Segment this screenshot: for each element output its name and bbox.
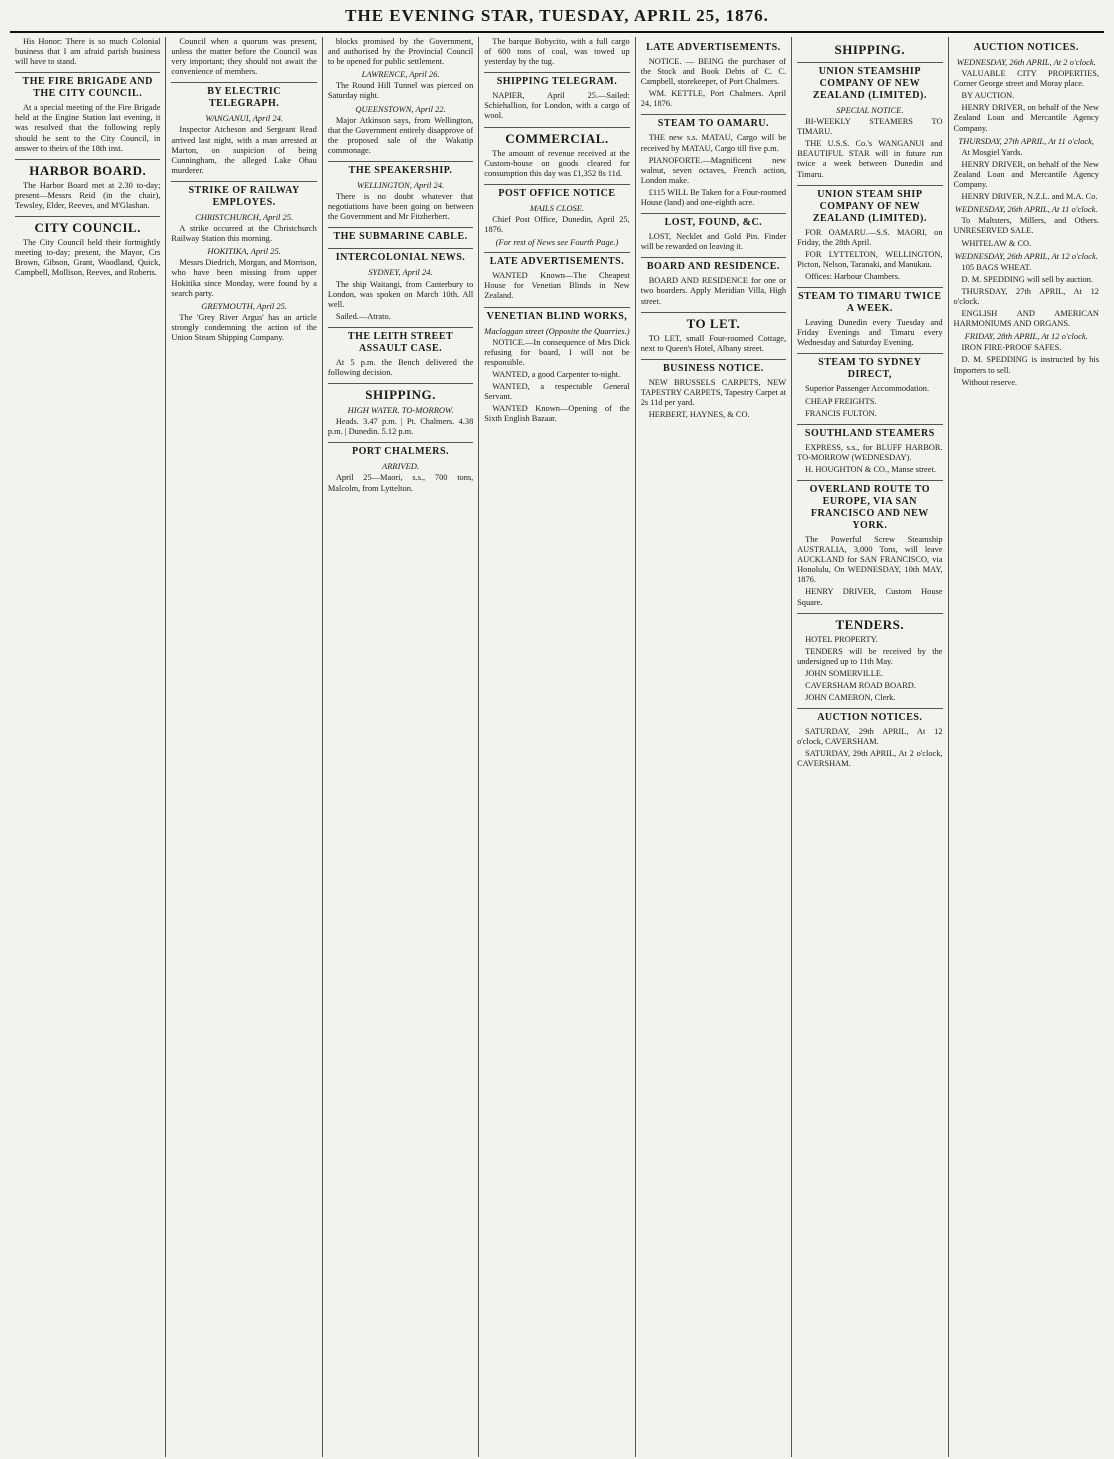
article	[15, 159, 160, 211]
article-heading: BUSINESS NOTICE.	[641, 359, 786, 375]
article-heading: LATE ADVERTISEMENTS.	[484, 252, 629, 268]
page-title: THE EVENING STAR, TUESDAY, APRIL 25, 1876.	[345, 6, 769, 25]
paragraph: HERBERT, HAYNES, & CO.	[648, 410, 750, 420]
article	[641, 359, 786, 408]
paragraph: CHEAP FREIGHTS.	[805, 396, 877, 406]
article-heading: TO LET.	[641, 312, 786, 331]
paragraph: H. HOUGHTON & CO., Manse street.	[805, 464, 936, 474]
paragraph: SATURDAY, 29th APRIL, At 2 o'clock, CAVERSHAM.	[797, 749, 943, 769]
article	[15, 72, 160, 153]
article	[797, 353, 942, 418]
paragraph: £115 WILL Be Taken for a Four-roomed House (land) and one-eighth acre.	[640, 187, 787, 208]
article-dateline: WEDNESDAY, 26th APRIL, At 12 o'clock.	[954, 250, 1098, 261]
article	[328, 383, 473, 437]
paragraph: PIANOFORTE.—Magnificent new walnut, seven octaves, French action, London make.	[640, 155, 787, 185]
paragraph: WANTED Known—The Cheapest House for Venetian Blinds in New Zealand.	[484, 271, 630, 301]
paragraph: Heads. 3.47 p.m. | Pt. Chalmers. 4.38 p.m. | Dunedin. 5.12 p.m.	[327, 417, 474, 437]
article-heading: AUCTION NOTICES.	[797, 708, 942, 724]
article	[171, 181, 316, 244]
article	[484, 37, 629, 67]
article	[484, 252, 629, 301]
paragraph: At 5 p.m. the Bench delivered the following decision.	[327, 357, 474, 377]
column-1	[10, 37, 166, 1457]
article-heading: THE LEITH STREET ASSAULT CASE.	[328, 327, 473, 355]
paragraph: Messrs Diedrich, Morgan, and Morrison, who have been missing from upper Hokitika since Monday, were found by a search party.	[171, 258, 317, 298]
article	[641, 89, 786, 109]
article	[484, 307, 629, 368]
article-heading: STEAM TO TIMARU TWICE A WEEK.	[797, 287, 942, 315]
paragraph: D. M. SPEDDING will sell by auction.	[961, 274, 1093, 284]
article-dateline: SYDNEY, April 24.	[368, 267, 433, 278]
paragraph: Superior Passenger Accommodation.	[805, 384, 930, 394]
paragraph: The ship Waitangi, from Canterbury to London, was spoken on March 10th. All well.	[327, 279, 474, 309]
article	[15, 216, 160, 278]
paragraph: FRANCIS FULTON.	[805, 408, 877, 418]
article-heading: STRIKE OF RAILWAY EMPLOYES.	[171, 181, 316, 209]
article	[797, 185, 942, 270]
article-heading: THE FIRE BRIGADE AND THE CITY COUNCIL.	[15, 72, 160, 100]
paragraph: Without reserve.	[961, 377, 1018, 387]
article-heading: STEAM TO OAMARU.	[641, 114, 786, 130]
article-heading: SOUTHLAND STEAMERS	[797, 424, 942, 440]
article	[171, 246, 316, 298]
article-dateline: (For rest of News see Fourth Page.)	[495, 237, 619, 248]
columns	[10, 37, 1104, 1457]
article	[328, 37, 473, 67]
article	[954, 204, 1099, 248]
article-heading: SHIPPING TELEGRAM.	[484, 72, 629, 88]
article-heading: PORT CHALMERS.	[328, 442, 473, 458]
paragraph: ENGLISH AND AMERICAN HARMONIUMS AND ORGANS.	[953, 309, 1099, 329]
paragraph: CAVERSHAM ROAD BOARD.	[805, 681, 916, 690]
article	[641, 257, 786, 306]
paragraph: WHITELAW & CO.	[961, 238, 1032, 248]
paragraph: TENDERS will be received by the undersigned up to 11th May.	[797, 646, 943, 666]
paragraph: The barque Bobycito, with a full cargo of 600 tons of coal, was towed up yesterday by the tug.	[484, 37, 630, 67]
column-4	[479, 37, 635, 1457]
paragraph: At a special meeting of the Fire Brigade held at the Engine Station last evening, it was resolved that the following reply should be sent to the City Council, in answer to theirs of the 18th inst.	[15, 103, 161, 153]
article	[484, 237, 629, 247]
article	[954, 42, 1099, 134]
paragraph: BOARD AND RESIDENCE for one or two boarders. Apply Meridian Villa, High street.	[640, 276, 787, 306]
article-heading: THE SPEAKERSHIP.	[328, 161, 473, 177]
article	[797, 287, 942, 348]
article	[954, 331, 1099, 387]
article-heading: THE SUBMARINE CABLE.	[328, 227, 473, 243]
article-heading: COMMERCIAL.	[484, 127, 629, 146]
article-dateline: FRIDAY, 28th APRIL, At 12 o'clock.	[964, 331, 1088, 342]
paragraph: FOR LYTTELTON, WELLINGTON, Picton, Nelson, Taranaki, and Manukau.	[797, 249, 943, 269]
paragraph: HOTEL PROPERTY.	[805, 634, 878, 644]
article	[484, 370, 629, 424]
article-dateline: QUEENSTOWN, April 22.	[355, 103, 446, 114]
article	[171, 301, 316, 343]
article	[641, 42, 786, 87]
column-3	[323, 37, 479, 1457]
article	[641, 114, 786, 153]
paragraph: The 'Grey River Argus' has an article strongly condemning the action of the Union Steam Shipping Company.	[171, 312, 317, 342]
paragraph: 105 BAGS WHEAT.	[961, 262, 1032, 272]
paragraph: THURSDAY, 27th APRIL, At 12 o'clock.	[953, 286, 1099, 306]
article-heading: BY ELECTRIC TELEGRAPH.	[171, 82, 316, 110]
paragraph: Major Atkinson says, from Wellington, that the Government entirely disapprove of the proposed sale of the Wakatip commonage.	[327, 115, 474, 155]
article	[641, 410, 786, 420]
article-heading: UNION STEAMSHIP COMPANY OF NEW ZEALAND (LIMITED).	[797, 62, 942, 102]
article-heading: TENDERS.	[797, 613, 942, 632]
paragraph: WM. KETTLE, Port Chalmers. April 24, 1876.	[640, 89, 787, 109]
article	[484, 184, 629, 235]
article-heading: INTERCOLONIAL NEWS.	[328, 248, 473, 264]
paragraph: A strike occurred at the Christchurch Railway Station this morning.	[171, 224, 317, 244]
article-dateline: GREYMOUTH, April 25.	[201, 300, 288, 311]
article-heading: SHIPPING.	[328, 383, 473, 402]
article-dateline: Maclaggan street (Opposite the Quarries.)	[484, 325, 630, 336]
article-heading: OVERLAND ROUTE TO EUROPE, VIA SAN FRANCISCO AND NEW YORK.	[797, 480, 942, 532]
paragraph: WANTED Known—Opening of the Sixth English Bazaar.	[484, 404, 630, 424]
paragraph: NAPIER, April 25.—Sailed: Schiehallion, for London, with a cargo of wool.	[484, 91, 630, 121]
article	[954, 251, 1099, 330]
paragraph: Chief Post Office, Dunedin, April 25, 1876.	[484, 214, 630, 235]
article	[797, 613, 942, 704]
paragraph: There is no doubt whatever that negotiations have been going on between the Government and Mr Fitzherbert.	[327, 192, 474, 222]
article	[797, 708, 942, 769]
paragraph: NOTICE. — BEING the purchaser of the Stock and Book Debts of C. C. Campbell, storekeeper, of Port Chalmers.	[640, 57, 787, 87]
article-dateline: ARRIVED.	[382, 461, 420, 472]
paragraph: EXPRESS, s.s., for BLUFF HARBOR. TO-MORROW (WEDNESDAY).	[797, 442, 943, 462]
paragraph: FOR OAMARU.—S.S. MAORI, on Friday, the 28th April.	[797, 227, 943, 247]
paragraph: April 25—Maori, s.s., 700 tons, Malcolm, from Lyttelton.	[327, 473, 474, 493]
column-2	[166, 37, 322, 1457]
article-heading: UNION STEAM SHIP COMPANY OF NEW ZEALAND (LIMITED).	[797, 185, 942, 225]
article	[171, 82, 316, 176]
paragraph: LOST, Necklet and Gold Pin. Finder will be rewarded on leaving it.	[640, 232, 787, 252]
article	[797, 272, 942, 282]
paragraph: NEW BRUSSELS CARPETS, NEW TAPESTRY CARPETS, Tapestry Carpet at 2s 11d per yard.	[640, 377, 787, 407]
paragraph: TO LET, small Four-roomed Cottage, next to Queen's Hotel, Albany street.	[640, 333, 787, 353]
paragraph: THE new s.s. MATAU, Cargo will be received by MATAU, Cargo till five p.m.	[640, 133, 787, 153]
article-dateline: LAWRENCE, April 26.	[361, 69, 440, 80]
article-dateline: THURSDAY, 27th APRIL, At 11 o'clock,	[958, 135, 1095, 146]
article	[328, 161, 473, 222]
paragraph: JOHN SOMERVILLE.	[805, 668, 884, 678]
article-dateline: HOKITIKA, April 25.	[207, 246, 281, 257]
paragraph: Leaving Dunedin every Tuesday and Friday Evenings and Timaru every Wednesday and Saturday Evening.	[797, 318, 943, 348]
paragraph: BY AUCTION.	[961, 91, 1015, 101]
paragraph: Council when a quorum was present, unless the matter before the Council was very important; they should not await the convenience of members.	[171, 37, 317, 77]
article-heading: AUCTION NOTICES.	[973, 42, 1079, 53]
article-heading: LOST, FOUND, &C.	[641, 213, 786, 229]
column-6	[792, 37, 948, 1457]
article-heading: BOARD AND RESIDENCE.	[641, 257, 786, 273]
article-dateline: WELLINGTON, April 24.	[357, 180, 445, 191]
article	[328, 248, 473, 321]
paragraph: HENRY DRIVER, on behalf of the New Zealand Loan and Mercantile Agency Company.	[953, 103, 1099, 133]
paragraph: HENRY DRIVER, N.Z.L. and M.A. Co.	[961, 192, 1098, 202]
paragraph: The Harbor Board met at 2.30 to-day; present—Messrs Reid (in the chair), Tewsley, Elder, Reeves, and M'Glashan.	[15, 180, 161, 210]
article-heading: LATE ADVERTISEMENTS.	[646, 42, 781, 53]
article	[797, 42, 942, 57]
paragraph: The Powerful Screw Steamship AUSTRALIA, 3,000 Tons, will leave AUCKLAND for SAN FRANCISCO, via Honolulu, On WEDNESDAY, 10th MAY, 1876.	[797, 534, 943, 585]
paragraph: The City Council held their fortnightly meeting to-day; present, the Mayor, Crs Brown, Gibson, Grant, Woodland, Quick, Campbell, Mollison, Reeves, and Roberts.	[15, 238, 161, 278]
article	[328, 104, 473, 156]
paragraph: His Honor: There is so much Colonial business that I am afraid parish business will have to stand.	[15, 37, 161, 67]
column-7	[949, 37, 1104, 1457]
article-dateline: WEDNESDAY, 26th APRIL, At 2 o'clock.	[956, 57, 1096, 67]
paragraph: WANTED, a good Carpenter to-night.	[492, 369, 621, 379]
article	[797, 62, 942, 180]
article-heading: CITY COUNCIL.	[15, 216, 160, 235]
paragraph: Sailed.—Atrato.	[335, 311, 391, 321]
article	[797, 424, 942, 475]
paragraph: HENRY DRIVER, on behalf of the New Zealand Loan and Mercantile Agency Company.	[953, 159, 1099, 190]
article	[797, 480, 942, 608]
article-heading: POST OFFICE NOTICE	[484, 184, 629, 200]
paragraph: The amount of revenue received at the Custom-house on goods cleared for consumption this day was £1,352 8s 11d.	[484, 148, 630, 178]
article	[15, 37, 160, 67]
article	[328, 327, 473, 378]
article-heading: VENETIAN BLIND WORKS,	[484, 307, 629, 323]
paragraph: BI-WEEKLY STEAMERS TO TIMARU.	[797, 117, 943, 137]
paragraph: HENRY DRIVER, Custom House Square.	[797, 587, 943, 607]
article	[954, 136, 1099, 203]
article	[484, 72, 629, 121]
article	[641, 312, 786, 354]
paragraph: JOHN CAMERON, Clerk.	[805, 693, 896, 703]
paragraph: Offices: Harbour Chambers.	[805, 272, 901, 282]
paragraph: VALUABLE CITY PROPERTIES, Corner George street and Moray place.	[953, 69, 1099, 89]
paragraph: WANTED, a respectable General Servant.	[484, 381, 630, 402]
article	[328, 442, 473, 493]
article	[328, 69, 473, 101]
article-dateline: HIGH WATER. TO-MORROW.	[347, 405, 454, 416]
article	[641, 188, 786, 208]
article-dateline: SPECIAL NOTICE.	[836, 105, 904, 115]
article-dateline: WEDNESDAY, 26th APRIL, At 11 o'clock.	[954, 204, 1098, 215]
paragraph: NOTICE.—In consequence of Mrs Dick refusing for board, I will not be responsible.	[484, 337, 630, 367]
paragraph: SATURDAY, 29th APRIL, At 12 o'clock, CAVERSHAM.	[797, 727, 943, 747]
column-5	[636, 37, 792, 1457]
article-heading: HARBOR BOARD.	[15, 159, 160, 178]
paragraph: IRON FIRE-PROOF SAFES.	[961, 343, 1062, 353]
article-dateline: MAILS CLOSE.	[529, 202, 585, 213]
article	[484, 127, 629, 179]
paragraph: To Maltsters, Millers, and Others. UNRESERVED SALE.	[953, 216, 1099, 236]
article	[641, 213, 786, 252]
masthead	[10, 6, 1104, 33]
paragraph: blocks promised by the Government, and authorised by the Provincial Council to be opened for public settlement.	[327, 37, 474, 67]
article	[641, 156, 786, 186]
article-dateline: WANGANUI, April 24.	[205, 113, 283, 124]
article-dateline: CHRISTCHURCH, April 25.	[195, 211, 294, 222]
paragraph: Inspector Atcheson and Sergeant Read arrived last night, with a man arrested at Marton, on suspicion of being Cunningham, the alleged Lake Ohau murderer.	[171, 125, 317, 175]
paragraph: At Mosgiel Yards.	[961, 147, 1023, 157]
article	[171, 37, 316, 77]
paragraph: D. M. SPEDDING is instructed by his Importers to sell.	[953, 355, 1099, 375]
paragraph: The Round Hill Tunnel was pierced on Saturday night.	[327, 81, 474, 101]
article-heading: SHIPPING.	[834, 42, 906, 57]
article-heading: STEAM TO SYDNEY DIRECT,	[797, 353, 942, 381]
paragraph: THE U.S.S. Co.'s WANGANUI and BEAUTIFUL STAR will in future run twice a week between Dunedin and Timaru.	[797, 139, 943, 179]
article	[328, 227, 473, 243]
